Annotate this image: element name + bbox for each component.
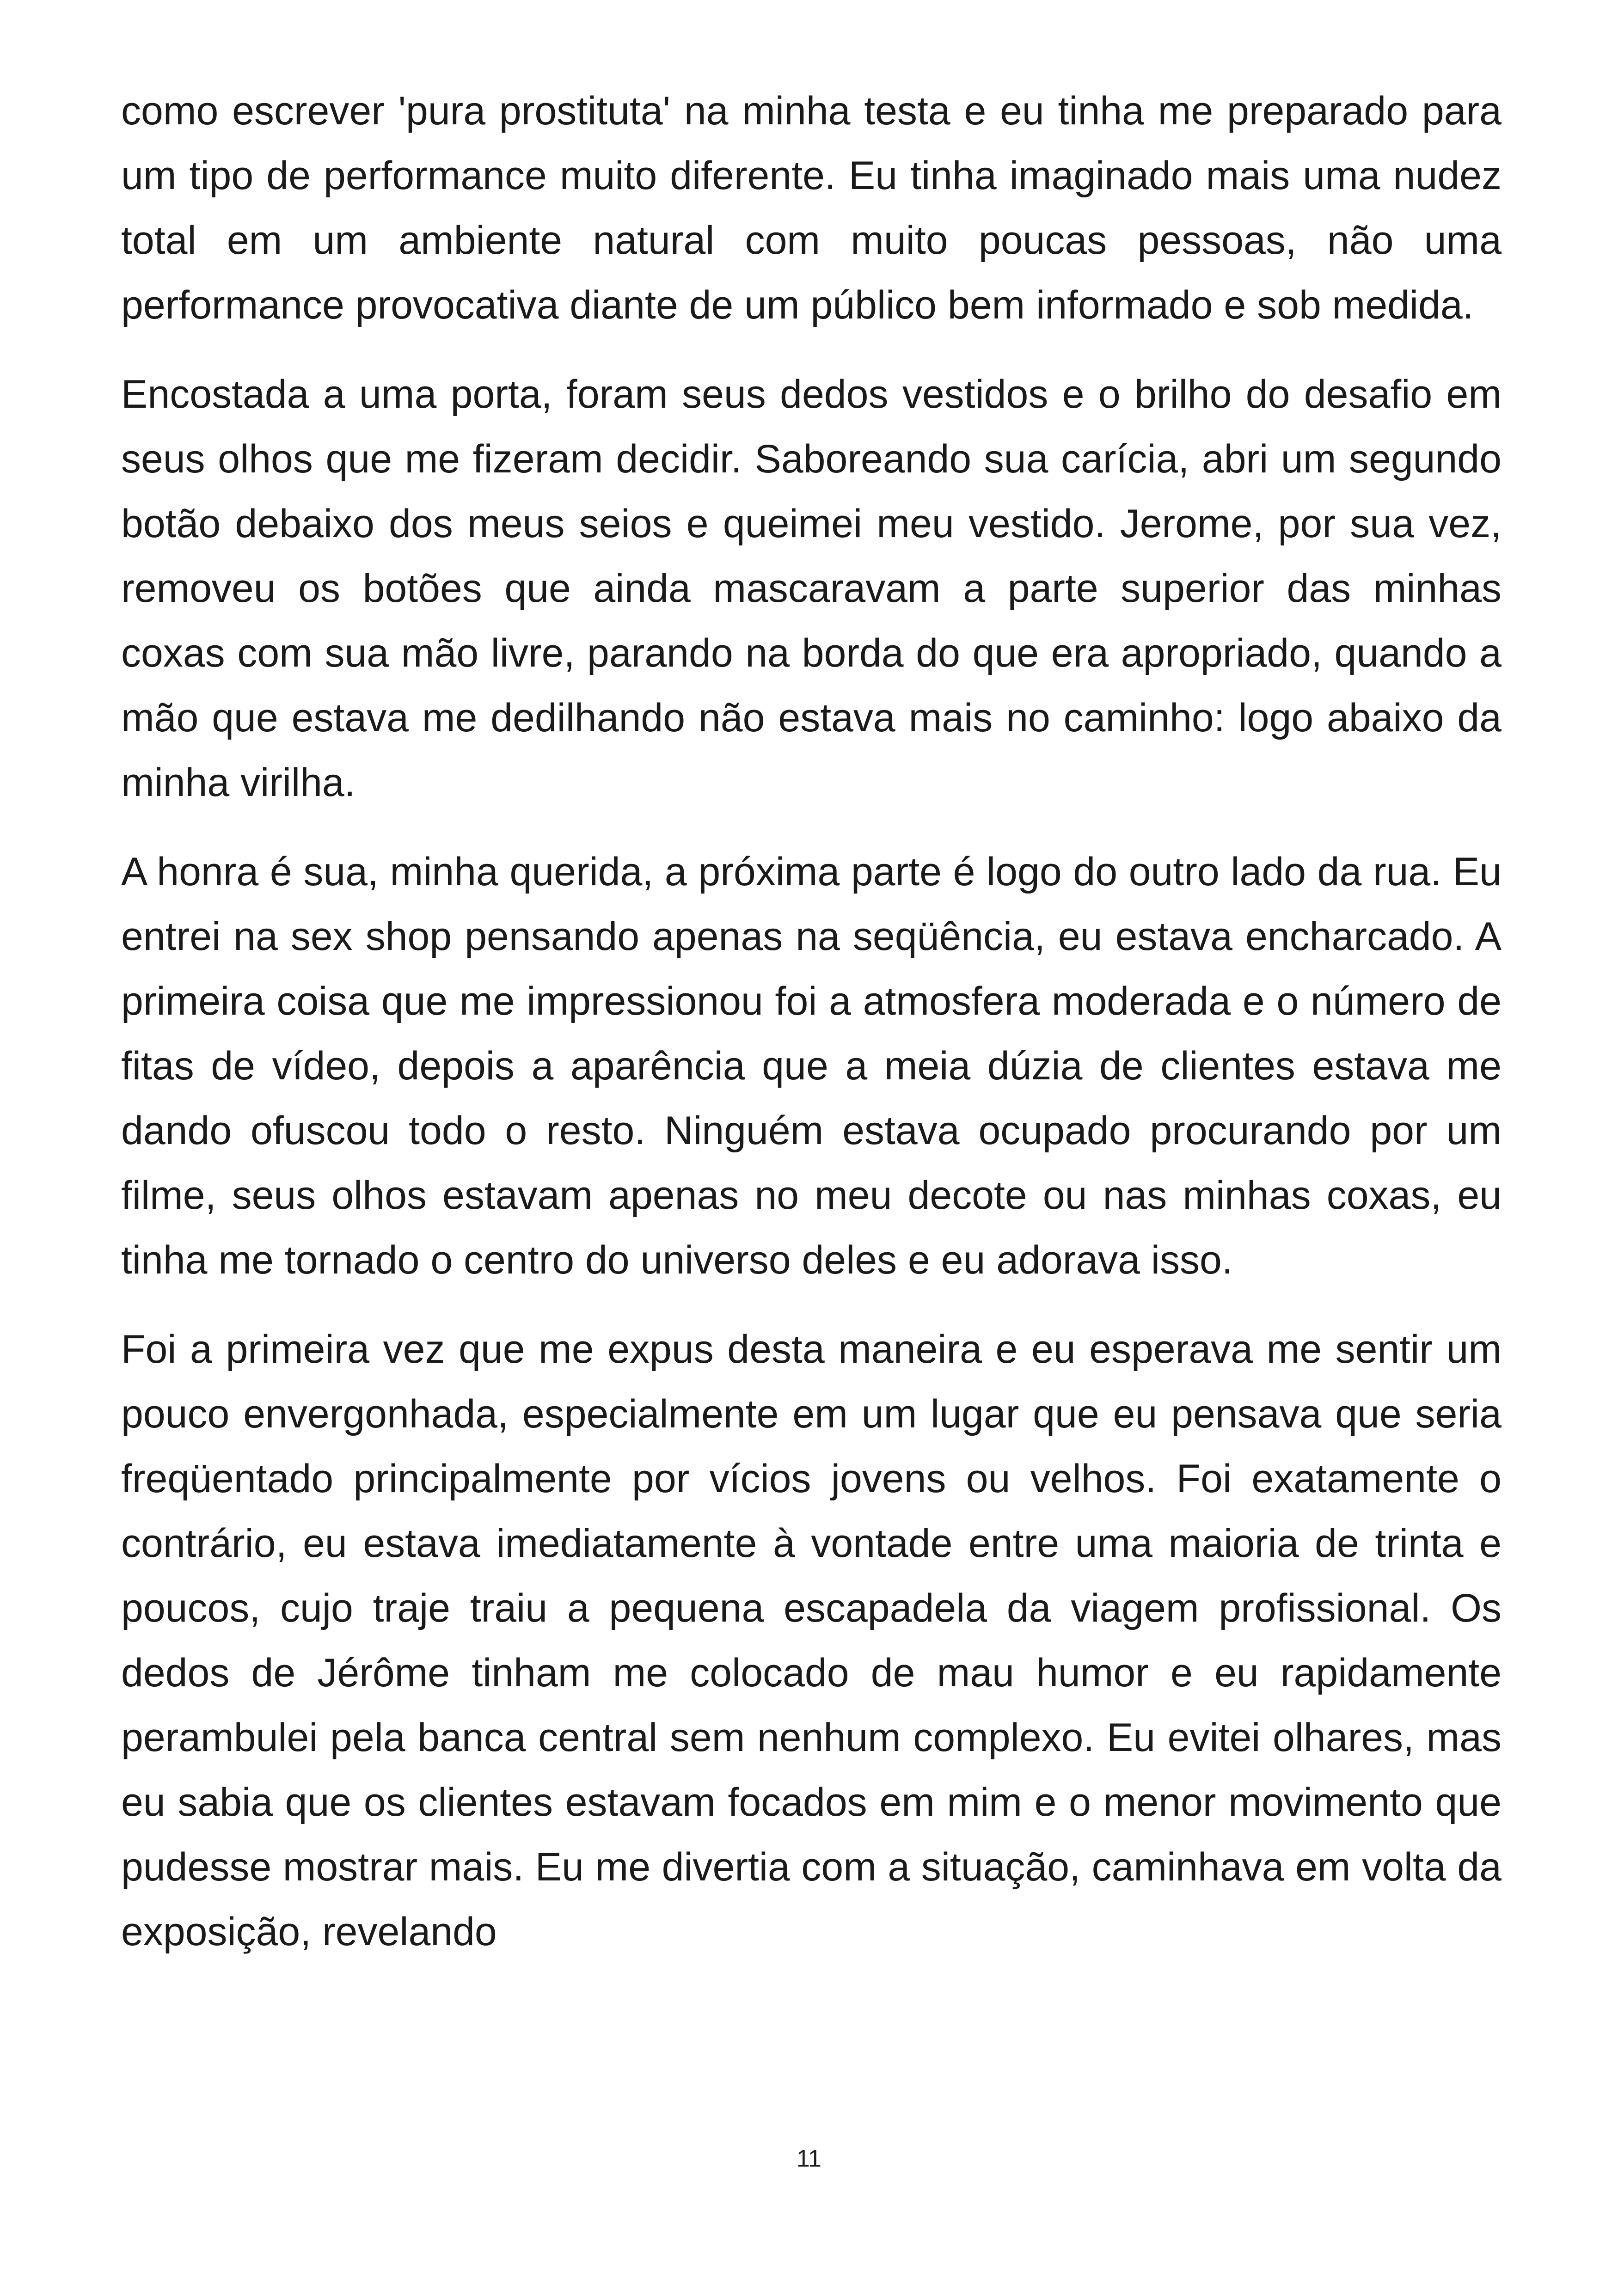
paragraph-1: como escrever 'pura prostituta' na minha testa e eu tinha me preparado para um tipo de performance muito diferente. Eu tinha imaginado mais uma nudez total em um ambiente natural com muito poucas pessoas, não uma performance provocativa diante de um público bem informado e sob medida. (121, 89, 1502, 327)
body-text (121, 79, 1502, 1989)
paragraph-4: Foi a primeira vez que me expus desta maneira e eu esperava me sentir um pouco envergonhada, especialmente em um lugar que eu pensava que seria freqüentado principalmente por vícios jovens ou velhos. Foi exatamente o contrário, eu estava imediatamente à vontade entre uma maioria de trinta e poucos, cujo traje traiu a pequena escapadela da viagem profissional. Os dedos de Jérôme tinham me colocado de mau humor e eu rapidamente perambulei pela banca central sem nenhum complexo. Eu evitei olhares, mas eu sabia que os clientes estavam focados em mim e o menor movimento que pudesse mostrar mais. Eu me divertia com a situação, caminhava em volta da exposição, revelando (121, 1327, 1502, 1954)
paragraph-3: A honra é sua, minha querida, a próxima parte é logo do outro lado da rua. Eu entrei na sex shop pensando apenas na seqüência, eu estava encharcado. A primeira coisa que me impressionou foi a atmosfera moderada e o número de fitas de vídeo, depois a aparência que a meia dúzia de clientes estava me dando ofuscou todo o resto. Ninguém estava ocupado procurando por um filme, seus olhos estavam apenas no meu decote ou nas minhas coxas, eu tinha me tornado o centro do universo deles e eu adorava isso. (121, 850, 1502, 1282)
paragraph-2: Encostada a uma porta, foram seus dedos vestidos e o brilho do desafio em seus olhos que me fizeram decidir. Saboreando sua carícia, abri um segundo botão debaixo dos meus seios e queimei meu vestido. Jerome, por sua vez, removeu os botões que ainda mascaravam a parte superior das minhas coxas com sua mão livre, parando na borda do que era apropriado, quando a mão que estava me dedilhando não estava mais no caminho: logo abaixo da minha virilha. (121, 372, 1502, 805)
page-number: 11 (797, 2145, 821, 2172)
